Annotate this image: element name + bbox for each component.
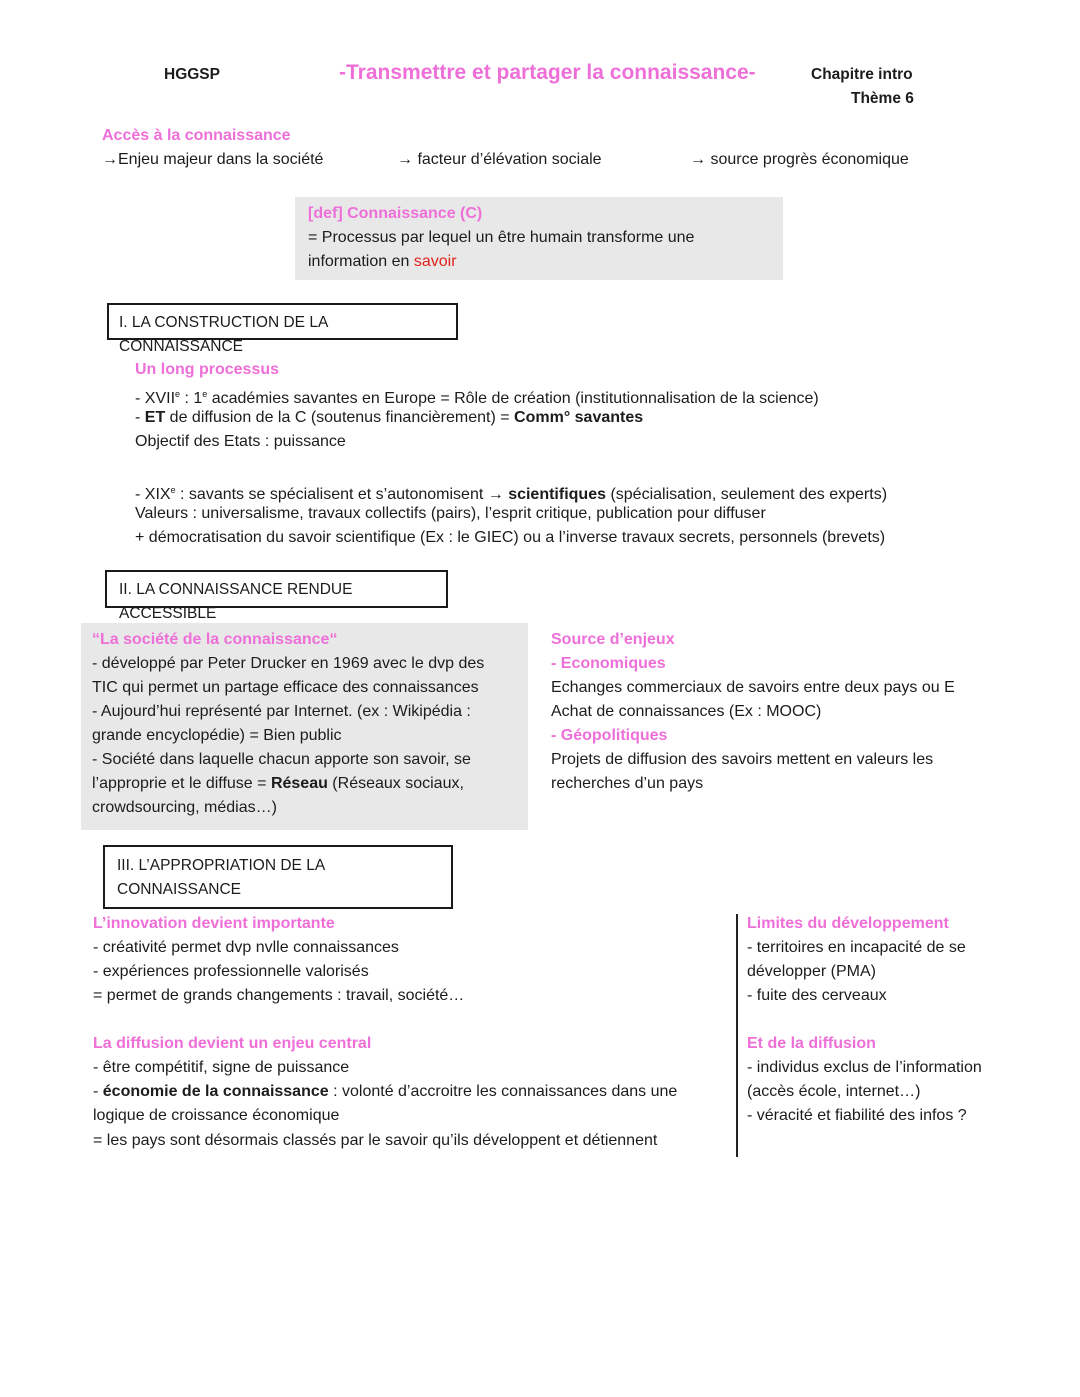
definition-line-1: = Processus par lequel un être humain transforme une <box>308 229 695 246</box>
stakes-line-4: recherches d’un pays <box>551 775 704 792</box>
section-1-line-3: Objectif des Etats : puissance <box>135 433 346 450</box>
section-1-line-4: - XIXe : savants se spécialisent et s’autonomisent → scientifiques (spécialisation, seulement des experts) <box>135 485 888 503</box>
knowledge-society-line-5: - Société dans laquelle chacun apporte son savoir, se <box>92 751 471 768</box>
limits-line-3: - fuite des cerveaux <box>747 987 887 1004</box>
limits-line-1: - territoires en incapacité de se <box>747 939 966 956</box>
innovation-line-3: = permet de grands changements : travail, société… <box>93 987 465 1004</box>
section-1-line-1: - XVIIe : 1e académies savantes en Europe = Rôle de création (institutionnalisation de la science) <box>135 389 819 407</box>
section-1-heading: Un long processus <box>135 361 280 378</box>
diffusion-central-line-3: logique de croissance économique <box>93 1107 340 1124</box>
knowledge-society-line-2: TIC qui permet un partage efficace des connaissances <box>92 679 479 696</box>
subject-label: HGGSP <box>164 66 220 83</box>
knowledge-society-line-4: grande encyclopédie) = Bien public <box>92 727 342 744</box>
innovation-line-1: - créativité permet dvp nvlle connaissances <box>93 939 399 956</box>
knowledge-society-line-6: l’approprie et le diffuse = Réseau (Réseaux sociaux, <box>92 775 464 792</box>
theme-label: Thème 6 <box>851 90 914 107</box>
savoir-highlight: savoir <box>413 253 457 270</box>
section-1-line-2: - ET de diffusion de la C (soutenus financièrement) = Comm° savantes <box>135 409 644 426</box>
diffusion-central-line-1: - être compétitif, signe de puissance <box>93 1059 350 1076</box>
diffusion-central-line-2: - économie de la connaissance : volonté d’accroitre les connaissances dans une <box>93 1083 678 1100</box>
stakes-heading: Source d’enjeux <box>551 631 675 648</box>
intro-heading: Accès à la connaissance <box>102 127 291 144</box>
diffusion-limits-line-3: - véracité et fiabilité des infos ? <box>747 1107 967 1124</box>
section-1-line-6: + démocratisation du savoir scientifique (Ex : le GIEC) ou a l’inverse travaux secrets, personnels (brevets) <box>135 529 886 546</box>
limits-heading: Limites du développement <box>747 915 949 932</box>
limits-line-2: développer (PMA) <box>747 963 876 980</box>
intro-point-1: →Enjeu majeur dans la société <box>102 151 324 168</box>
stakes-line-2: Achat de connaissances (Ex : MOOC) <box>551 703 822 720</box>
innovation-line-2: - expériences professionnelle valorisés <box>93 963 369 980</box>
section-1-title: I. LA CONSTRUCTION DE LA CONNAISSANCE <box>107 303 458 340</box>
innovation-heading: L’innovation devient importante <box>93 915 335 932</box>
section-3-title: III. L’APPROPRIATION DE LA CONNAISSANCE <box>103 845 453 909</box>
knowledge-society-line-1: - développé par Peter Drucker en 1969 avec le dvp des <box>92 655 485 672</box>
column-divider <box>736 914 738 1157</box>
definition-line-2: information en savoir <box>308 253 457 270</box>
intro-point-3: → source progrès économique <box>690 151 909 168</box>
diffusion-central-heading: La diffusion devient un enjeu central <box>93 1035 372 1052</box>
section-1-line-5: Valeurs : universalisme, travaux collectifs (pairs), l’esprit critique, publication pour diffuser <box>135 505 766 522</box>
stakes-line-3: Projets de diffusion des savoirs mettent en valeurs les <box>551 751 934 768</box>
stakes-line-1: Echanges commerciaux de savoirs entre deux pays ou E <box>551 679 955 696</box>
diffusion-limits-heading: Et de la diffusion <box>747 1035 876 1052</box>
chapter-label: Chapitre intro <box>811 66 913 83</box>
stakes-geopolitical-heading: - Géopolitiques <box>551 727 668 744</box>
knowledge-society-line-3: - Aujourd’hui représenté par Internet. (ex : Wikipédia : <box>92 703 471 720</box>
page-title: -Transmettre et partager la connaissance- <box>339 61 756 84</box>
knowledge-society-line-7: crowdsourcing, médias…) <box>92 799 277 816</box>
stakes-economic-heading: - Economiques <box>551 655 666 672</box>
definition-label: [def] Connaissance (C) <box>308 205 483 222</box>
section-2-title: II. LA CONNAISSANCE RENDUE ACCESSIBLE <box>105 570 448 608</box>
intro-point-2: → facteur d’élévation sociale <box>397 151 602 168</box>
knowledge-society-heading: “La société de la connaissance“ <box>92 631 338 648</box>
diffusion-limits-line-1: - individus exclus de l’information <box>747 1059 982 1076</box>
diffusion-central-line-4: = les pays sont désormais classés par le savoir qu’ils développent et détiennent <box>93 1132 658 1149</box>
diffusion-limits-line-2: (accès école, internet…) <box>747 1083 921 1100</box>
